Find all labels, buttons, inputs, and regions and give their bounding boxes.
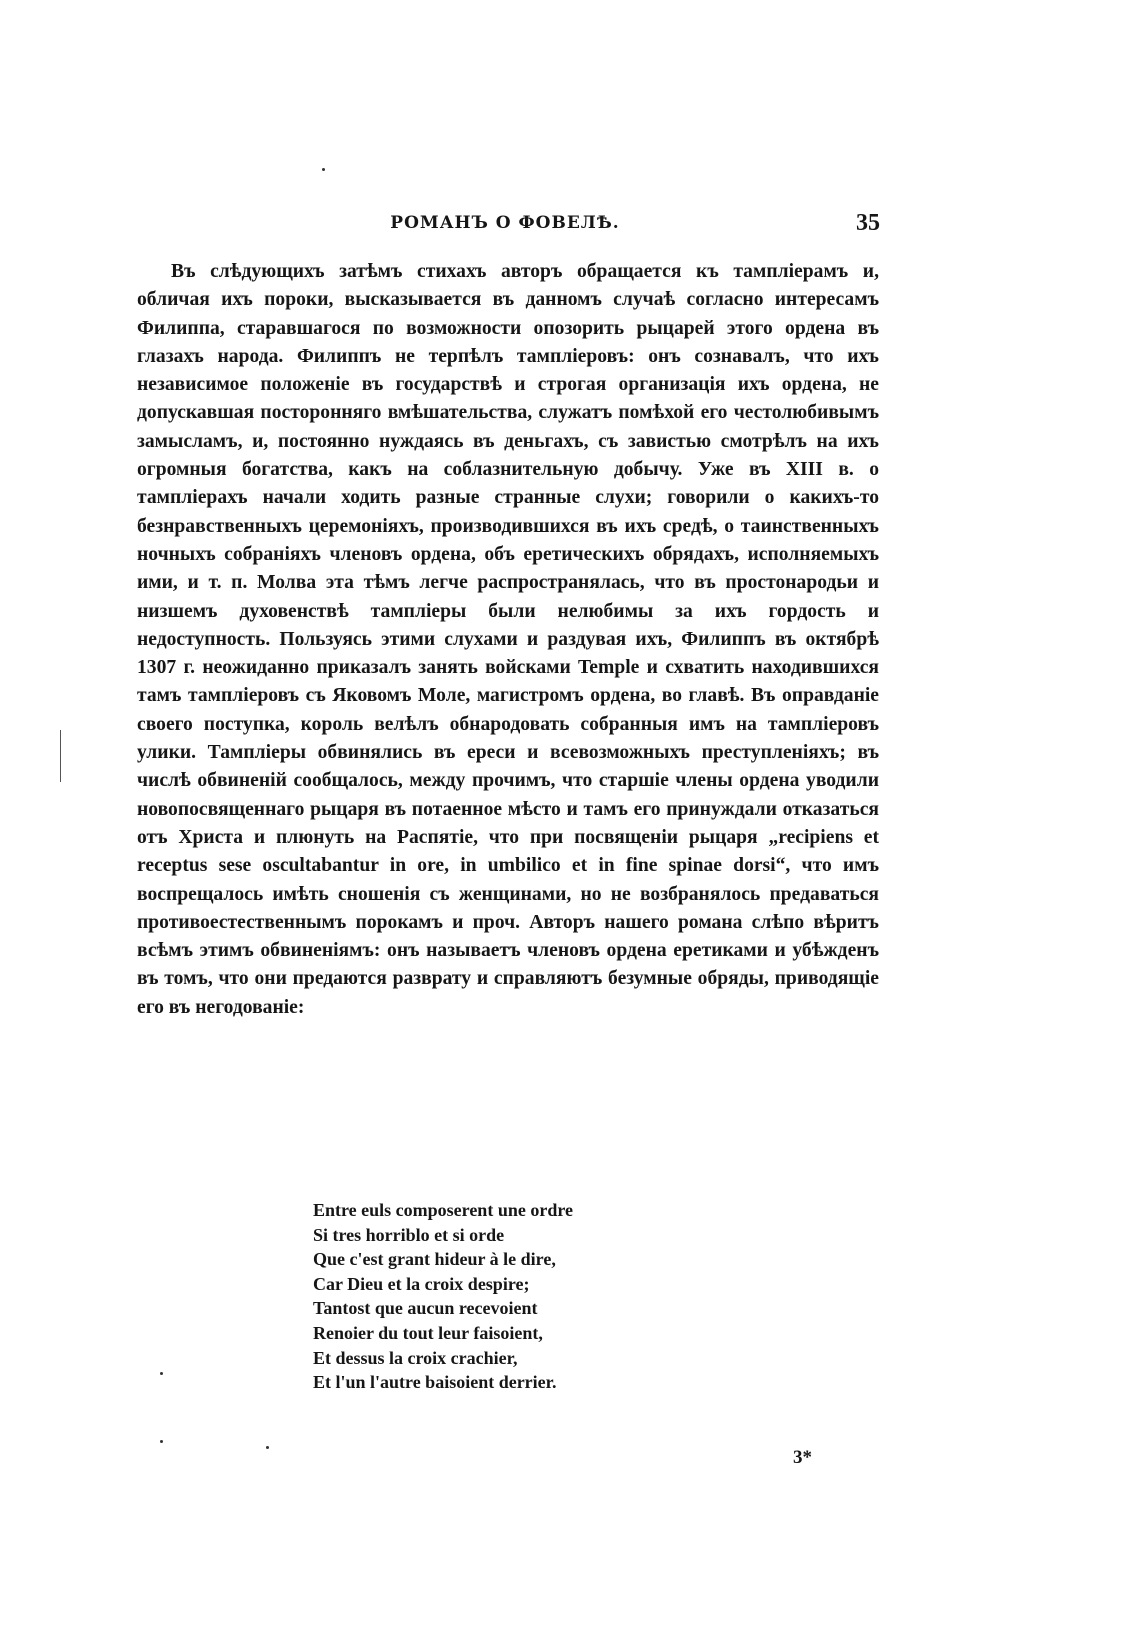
page-number: 35 — [856, 210, 880, 236]
verse-line: Entre euls composerent une ordre — [313, 1200, 573, 1220]
verse-line: Si tres horriblo et si orde — [313, 1224, 505, 1245]
verse-line: Que c'est grant hideur à le dire, — [313, 1249, 556, 1270]
ink-speck — [160, 1372, 163, 1375]
margin-mark — [60, 730, 61, 782]
running-title: РОМАНЪ О ФОВЕЛѢ. — [390, 213, 620, 233]
verse-line: Renoier du tout leur faisoient, — [313, 1322, 543, 1343]
printer-signature-mark: 3* — [793, 1447, 812, 1468]
ink-speck — [322, 168, 325, 171]
ink-speck — [160, 1440, 163, 1443]
verse-line: Et l'un l'autre baisoient derrier. — [313, 1372, 557, 1393]
page-header — [130, 208, 880, 238]
verse-line: Et dessus la croix crachier, — [313, 1347, 518, 1368]
verse-line: Car Dieu et la croix despire; — [313, 1273, 530, 1294]
verse-quotation — [313, 1198, 573, 1395]
ink-speck — [266, 1446, 269, 1449]
body-paragraph: Въ слѣдующихъ затѣмъ стихахъ авторъ обращается къ тампліерамъ и, обличая ихъ пороки, высказывается въ данномъ случаѣ согласно интересамъ Филиппа, старавшагося по возможности опозорить рыцарей этого ордена въ глазахъ народа. Филиппъ не терпѣлъ тампліеровъ: онъ сознавалъ, что ихъ независимое положеніе въ государствѣ и строгая организація ихъ ордена, не допускавшая посторонняго вмѣшательства, служатъ помѣхой его честолюбивымъ замысламъ, и, постоянно нуждаясь въ деньгахъ, съ завистью смотрѣлъ на ихъ огромныя богатства, какъ на соблазнительную добычу. Уже въ XIII в. о тампліерахъ начали ходить разные странные слухи; говорили о какихъ-то безнравственныхъ церемоніяхъ, производившихся въ ихъ средѣ, о таинственныхъ ночныхъ собраніяхъ членовъ ордена, объ еретическихъ обрядахъ, исполняемыхъ ими, и т. п. Молва эта тѣмъ легче распространялась, что въ простонародьи и низшемъ духовенствѣ тампліеры были нелюбимы за ихъ гордость и недоступность. Пользуясь этими слухами и раздувая ихъ, Филиппъ въ октябрѣ 1307 г. неожиданно приказалъ занять войсками Temple и схватить находившихся тамъ тампліеровъ съ Яковомъ Моле, магистромъ ордена, во главѣ. Въ оправданіе своего поступка, король велѣлъ обнародовать собранныя имъ на тампліеровъ улики. Тампліеры обвинялись въ ереси и всевозможныхъ преступленіяхъ; въ числѣ обвиненій сообщалось, между прочимъ, что старшіе члены ордена уводили новопосвященнаго рыцаря въ потаенное мѣсто и тамъ его принуждали отказаться отъ Христа и плюнуть на Распятіе, что при посвященіи рыцаря „recipiens et receptus sese oscultabantur in ore, in umbilico et in fine spinae dorsi“, что имъ воспрещалось имѣть сношенія съ женщинами, но не возбранялось предаваться противоестественнымъ порокамъ и проч. Авторъ нашего романа слѣпо вѣритъ всѣмъ этимъ обвиненіямъ: онъ называетъ членовъ ордена еретиками и убѣжденъ въ томъ, что они предаются разврату и справляютъ безумные обряды, приводящіе его въ негодованіе: — [137, 261, 879, 1018]
verse-line: Tantost que aucun recevoient — [313, 1298, 538, 1319]
